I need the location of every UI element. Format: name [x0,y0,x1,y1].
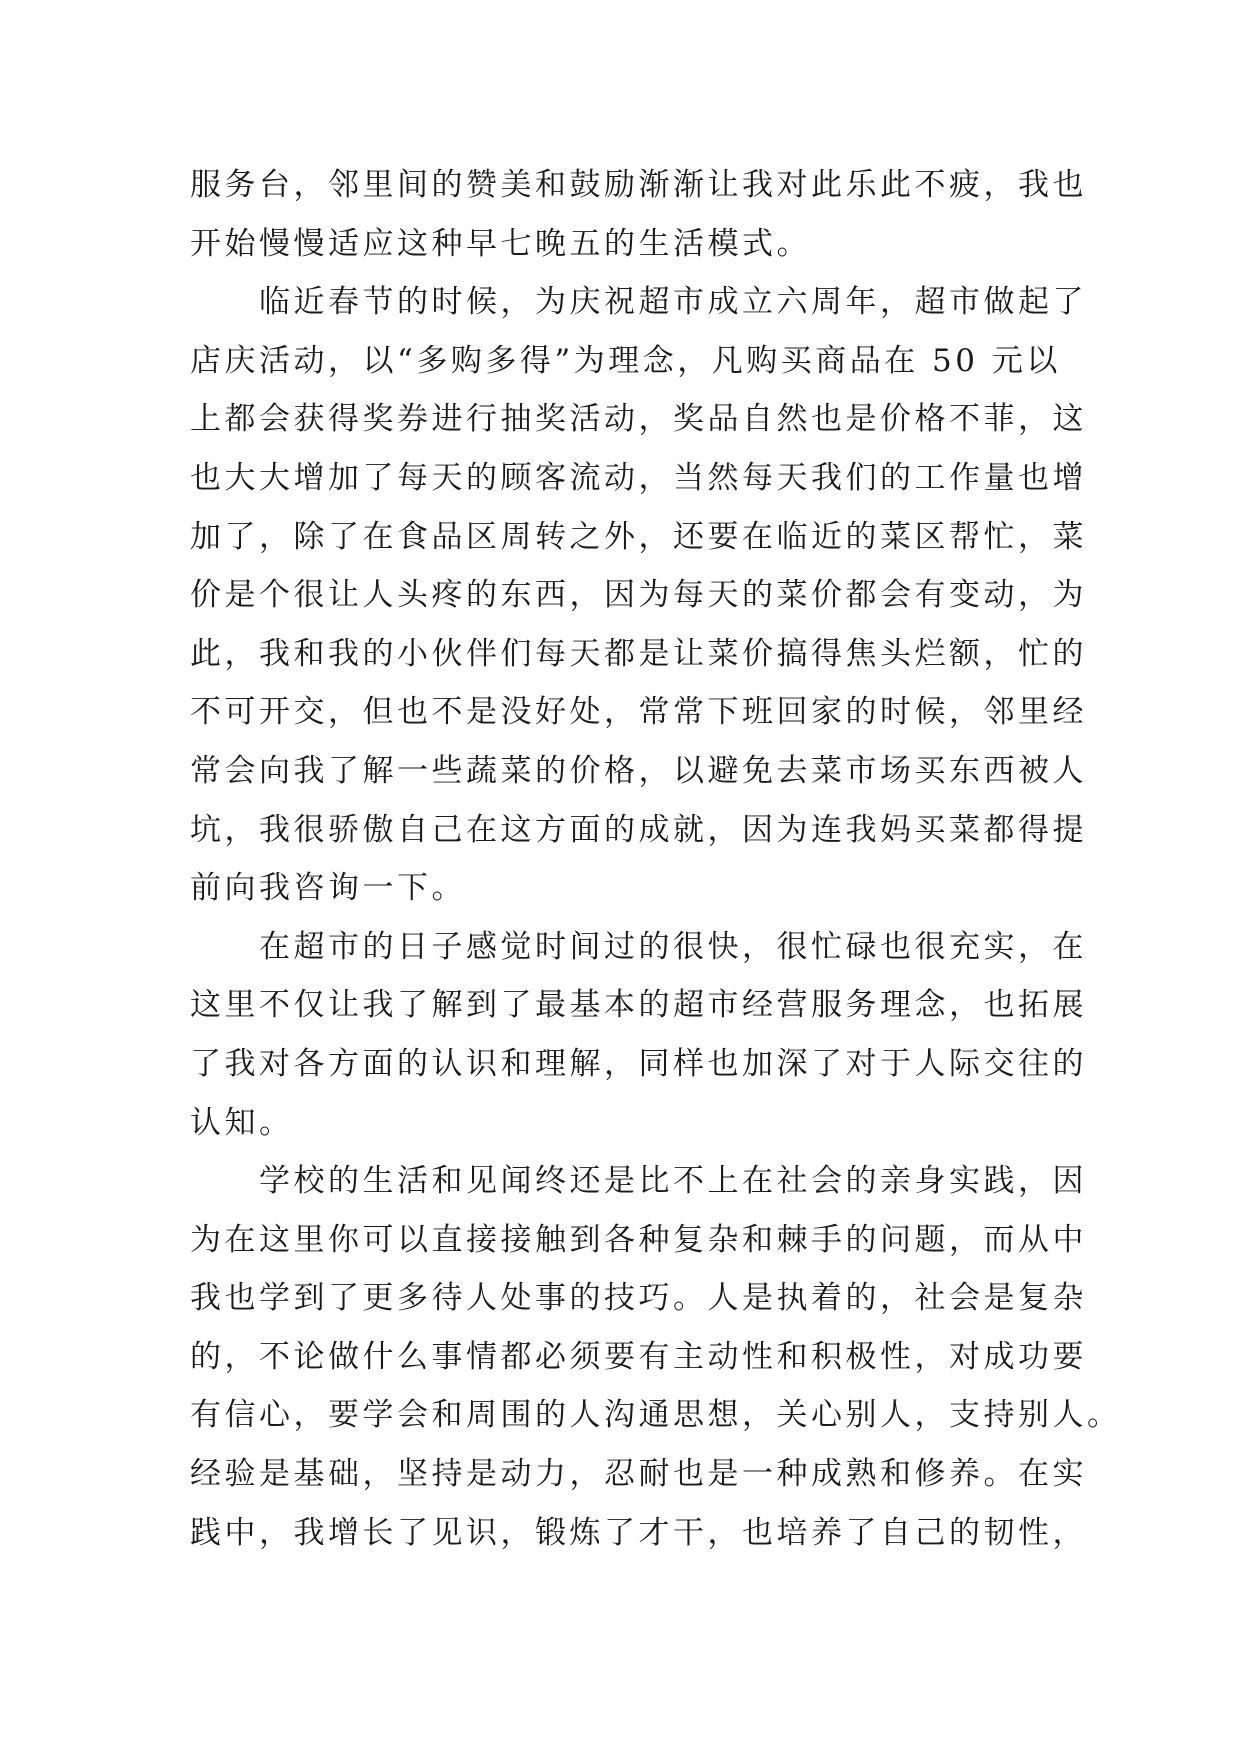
text-line: 坑，我很骄傲自己在这方面的成就，因为连我妈买菜都得提 [190,811,1087,848]
text-line: 在超市的日子感觉时间过的很快，很忙碌也很充实，在 [190,928,1087,965]
text-line: 有信心，要学会和周围的人沟通思想，关心别人，支持别人。 [190,1397,1122,1434]
text-line: 我也学到了更多待人处事的技巧。人是执着的，社会是复杂 [190,1280,1087,1317]
text-line: 店庆活动，以“多购多得”为理念，凡购买商品在 50 元以 [190,342,1061,379]
text-line: 此，我和我的小伙伴们每天都是让菜价搞得焦头烂额，忙的 [190,635,1087,672]
text-line: 常会向我了解一些蔬菜的价格，以避免去菜市场买东西被人 [190,752,1087,789]
text-line: 临近春节的时候，为庆祝超市成立六周年，超市做起了 [190,284,1087,321]
text-line: 前向我咨询一下。 [190,870,466,907]
text-line: 也大大增加了每天的顾客流动，当然每天我们的工作量也增 [190,459,1087,496]
text-line: 上都会获得奖券进行抽奖活动，奖品自然也是价格不菲，这 [190,401,1087,438]
text-line: 不可开交，但也不是没好处，常常下班回家的时候，邻里经 [190,694,1087,731]
text-line: 了我对各方面的认识和理解，同样也加深了对于人际交往的 [190,1045,1087,1082]
body-text [190,156,1122,1562]
text-line: 经验是基础，坚持是动力，忍耐也是一种成熟和修养。在实 [190,1456,1087,1493]
text-line: 践中，我增长了见识，锻炼了才干，也培养了自己的韧性， [190,1514,1087,1551]
text-line: 加了，除了在食品区周转之外，还要在临近的菜区帮忙，菜 [190,518,1087,555]
text-line: 认知。 [190,1104,294,1141]
text-line: 为在这里你可以直接接触到各种复杂和棘手的问题，而从中 [190,1221,1087,1258]
text-line: 的，不论做什么事情都必须要有主动性和积极性，对成功要 [190,1338,1087,1375]
text-line: 价是个很让人头疼的东西，因为每天的菜价都会有变动，为 [190,577,1087,614]
text-line: 这里不仅让我了解到了最基本的超市经营服务理念，也拓展 [190,987,1087,1024]
text-line: 开始慢慢适应这种早七晚五的生活模式。 [190,225,811,262]
text-line: 学校的生活和见闻终还是比不上在社会的亲身实践，因 [190,1163,1087,1200]
text-line: 服务台，邻里间的赞美和鼓励渐渐让我对此乐此不疲，我也 [190,167,1087,203]
